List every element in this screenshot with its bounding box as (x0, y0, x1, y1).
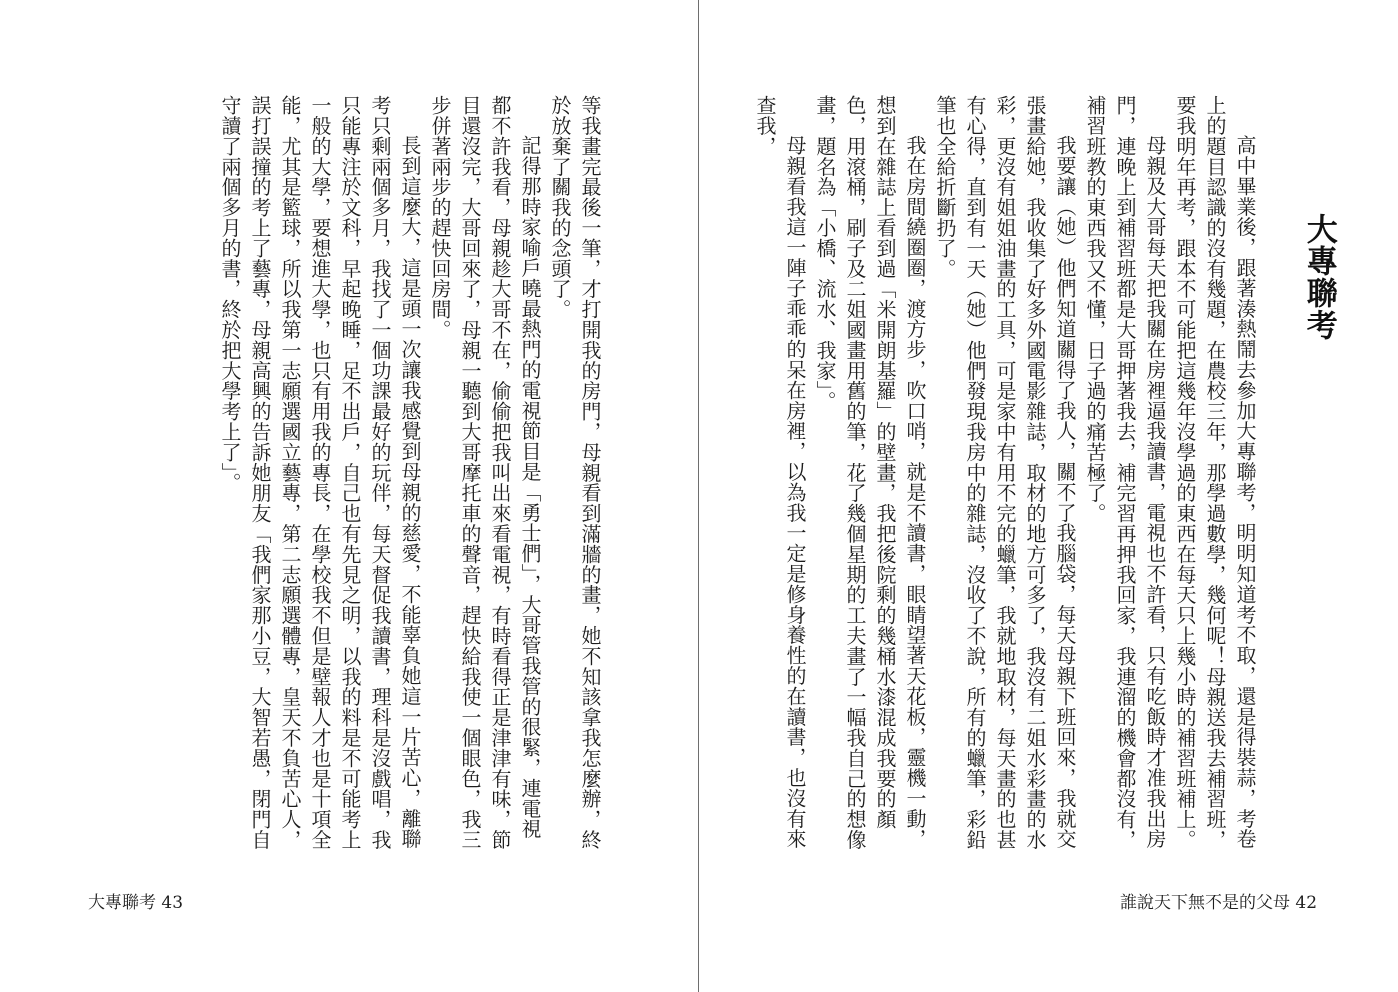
paragraph: 等我畫完最後一筆，才打開我的房門，母親看到滿牆的畫，她不知該拿我怎麼辦，終於放棄了關我的念頭了。 (548, 95, 602, 850)
paragraph: 母親看我這一陣子乖乖的呆在房裡，以為我一定是修身養性的在讀書，也沒有來查我， (753, 95, 807, 849)
paragraph: 我在房間繞圈圈，渡方步，吹口哨，就是不讀書，眼睛望著天花板，靈機一動，想到在雜誌上看到過「米開朗基羅」的壁畫，我把後院剩的幾桶水漆混成我要的顏色，用滾桶，刷子及二姐國畫用舊的筆，花了幾個星期的工夫畫了一幅我自己的想像畫，題名為「小橋、流水、我家」。 (813, 95, 927, 850)
right-page-footer: 誰說天下無不是的父母 42 (1120, 893, 1318, 913)
paragraph: 我要讓（她）他們知道關得了我人，關不了我腦袋，每天母親下班回來，我就交張畫給她，我收集了好多外國電影雜誌，取材的地方可多了，我沒有二姐水彩畫的水彩，更沒有姐姐油畫的工具，可是家中有用不完的蠟筆，我就地取材，每天畫的也甚有心得，直到有一天（她）他們發現我房中的雜誌，沒收了不說，所有的蠟筆，彩鉛筆也全給折斷扔了。 (933, 95, 1077, 850)
left-page-text (218, 95, 605, 855)
page-spine-divider (698, 0, 699, 992)
chapter-title: 大專聯考 (1300, 213, 1337, 341)
paragraph: 記得那時家喻戶曉最熱門的電視節目是「勇士們」，大哥管我管的很緊，連電視都不許我看，母親趁大哥不在，偷偷把我叫出來看電視，有時看得正是津津有味，節目還沒完，大哥回來了，母親一聽到大哥摩托車的聲音，趕快給我使一個眼色，我三步併著兩步的趕快回房間。 (428, 95, 542, 850)
left-page-footer: 大專聯考 43 (88, 893, 184, 913)
paragraph: 母親及大哥每天把我關在房裡逼我讀書，電視也不許看，只有吃飯時才准我出房門，連晚上到補習班都是大哥押著我去，補完習再押我回家，我連溜的機會都沒有，補習班教的東西我又不懂，日子過的痛苦極了。 (1083, 95, 1167, 850)
paragraph: 高中畢業後，跟著湊熱鬧去參加大專聯考，明明知道考不取，還是得裝蒜，考卷上的題目認識的沒有幾題，在農校三年，那學過數學，幾何呢！母親送我去補習班，要我明年再考，跟本不可能把這幾年沒學過的東西在每天只上幾小時的補習班補上。 (1173, 95, 1257, 850)
right-page-text (753, 95, 1260, 855)
paragraph: 長到這麼大，這是頭一次讓我感覺到母親的慈愛，不能辜負她這一片苦心，離聯考只剩兩個多月，我找了一個功課最好的玩伴，每天督促我讀書，理科是沒戲唱，我只能專注於文科，早起晚睡，足不出戶，自己也有先見之明，以我的料是不可能考上一般的大學，要想進大學，也只有用我的專長，在學校我不但是壁報人才也是十項全能，尤其是籃球，所以我第一志願選國立藝專，第二志願選體專，皇天不負苦心人，誤打誤撞的考上了藝專，母親高興的告訴她朋友「我們家那小豆，大智若愚，閉門自守讀了兩個多月的書，終於把大學考上了」。 (218, 95, 422, 850)
